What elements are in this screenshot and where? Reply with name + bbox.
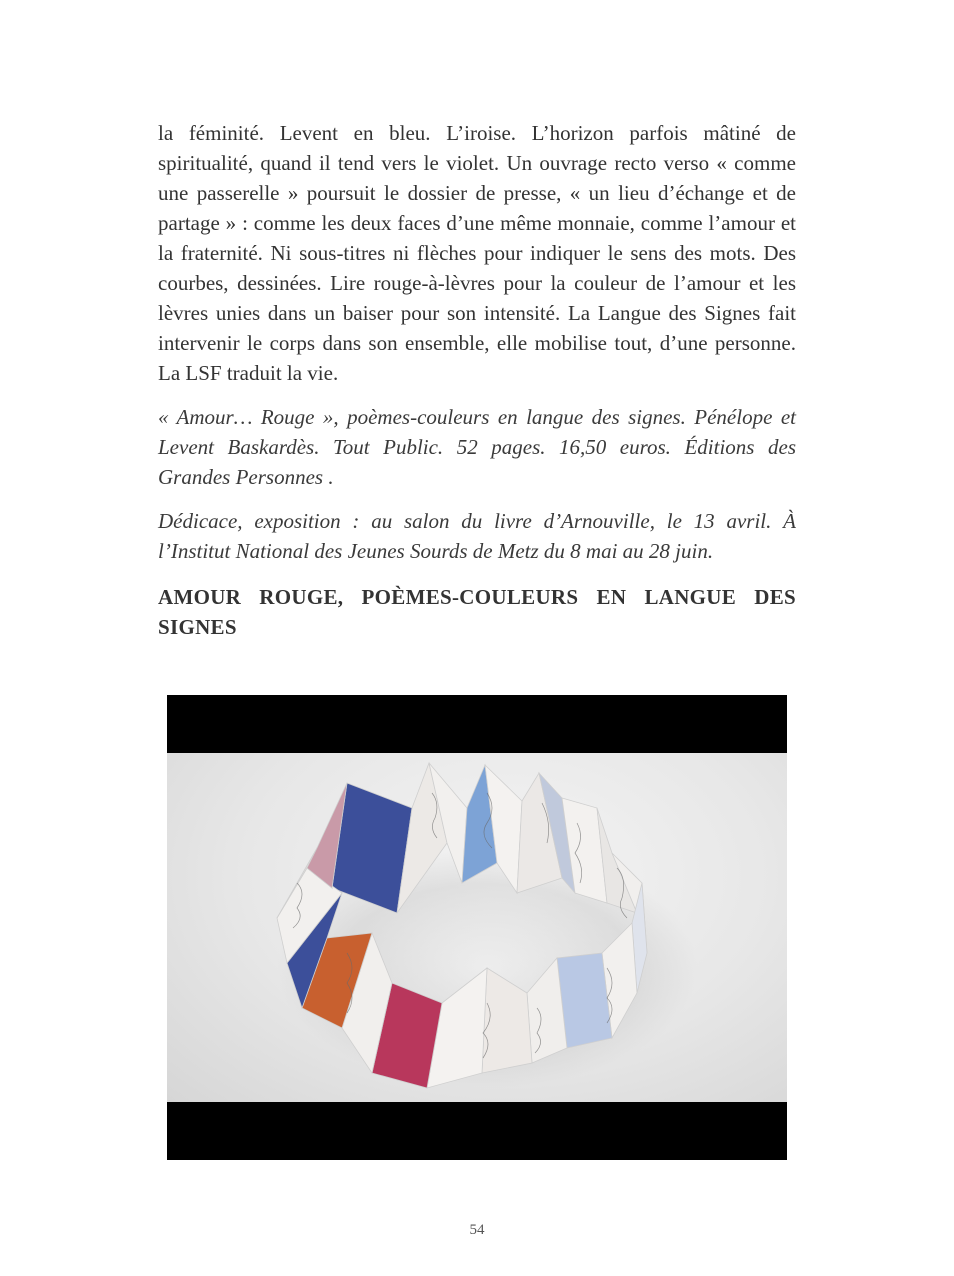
event-info-paragraph: Dédicace, exposition : au salon du livre d’Arnouville, le 13 avril. À l’Institut National des Jeunes Sourds de Metz du 8 mai au 28 juin. [158,509,796,563]
accordion-book-illustration [167,753,787,1102]
book-info-paragraph: « Amour… Rouge », poèmes-couleurs en langue des signes. Pénélope et Levent Baskardès. Tout Public. 52 pages. 16,50 euros. Éditions des Grandes Personnes . [158,405,796,489]
article-body [158,118,796,642]
book-photo-figure [167,695,787,1160]
accordion-book-photo [167,753,787,1102]
body-paragraph: la féminité. Levent en bleu. L’iroise. L’horizon parfois mâtiné de spiritualité, quand il tend vers le violet. Un ouvrage recto verso « comme une passerelle » poursuit le dossier de presse, « un lieu d’échange et de partage » : comme les deux faces d’une même monnaie, comme l’amour et la fraternité. Ni sous-titres ni flèches pour indiquer le sens des mots. Des courbes, dessinées. Lire rouge-à-lèvres pour la couleur de l’amour et les lèvres unies dans un baiser pour son intensité. La Langue des Signes fait intervenir le corps dans son ensemble, elle mobilise tout, d’une personne. La LSF traduit la vie. [158,121,796,385]
page-number: 54 [469,1222,485,1238]
section-heading: AMOUR ROUGE, POÈMES-COULEURS EN LANGUE DES SIGNES [158,585,796,639]
